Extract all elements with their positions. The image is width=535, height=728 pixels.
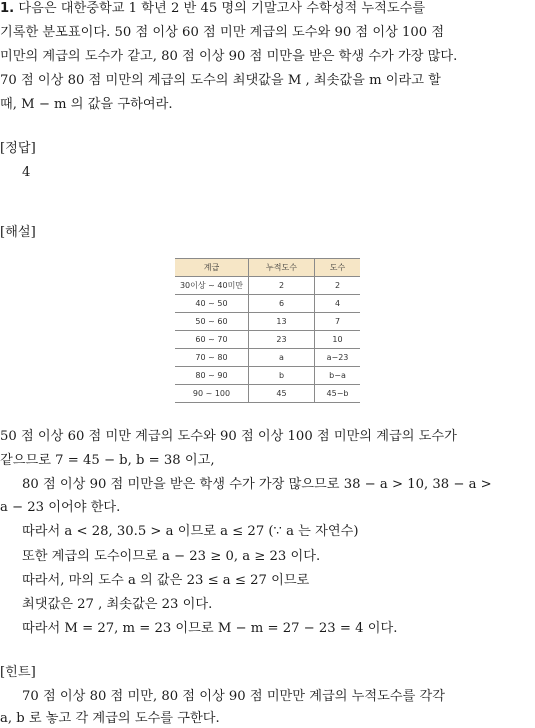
- explanation-line-5: 따라서 a < 28, 30.5 > a 이므로 a ≤ 27 (∵ a 는 자연수): [22, 524, 359, 539]
- table-row: [175, 277, 360, 295]
- frequency-cell: 10: [315, 331, 361, 349]
- frequency-cell: 4: [315, 295, 361, 313]
- table-row: [175, 349, 360, 367]
- answer-label: [정답]: [0, 141, 36, 156]
- hint-line-2: a, b 로 놓고 각 계급의 도수를 구한다.: [0, 711, 220, 726]
- explanation-line-8: 최댓값은 27 , 최솟값은 23 이다.: [22, 597, 213, 612]
- explanation-label: [해설]: [0, 225, 36, 240]
- header-cumulative: 누적도수: [249, 259, 315, 277]
- frequency-cell: 45−b: [315, 385, 361, 403]
- question-number: 1.: [0, 1, 15, 16]
- frequency-table: [175, 258, 360, 403]
- table-row: [175, 313, 360, 331]
- explanation-line-2: 같으므로 7 = 45 − b, b = 38 이고,: [0, 453, 215, 468]
- answer-value: 4: [22, 165, 31, 180]
- cumulative-cell: a: [249, 349, 315, 367]
- question-line-1: [0, 0, 425, 17]
- explanation-line-3: 80 점 이상 90 점 미만을 받은 학생 수가 가장 많으므로 38 − a > 10, 38 − a >: [22, 477, 492, 492]
- cumulative-cell: 6: [249, 295, 315, 313]
- hint-line-1: 70 점 이상 80 점 미만, 80 점 이상 90 점 미만만 계급의 누적도수를 각각: [22, 689, 445, 704]
- class-cell: 70 ~ 80: [175, 349, 249, 367]
- class-cell: 50 ~ 60: [175, 313, 249, 331]
- header-frequency: 도수: [315, 259, 361, 277]
- class-cell: 30이상 ~ 40미만: [175, 277, 249, 295]
- frequency-cell: a−23: [315, 349, 361, 367]
- cumulative-cell: 2: [249, 277, 315, 295]
- table-row: [175, 367, 360, 385]
- question-line-2: 기록한 분포표이다. 50 점 이상 60 점 미만 계급의 도수와 90 점 이상 100 점: [0, 25, 445, 40]
- question-line-4: 70 점 이상 80 점 미만의 계급의 도수의 최댓값을 M , 최솟값을 m 이라고 할: [0, 73, 441, 88]
- table-row: [175, 295, 360, 313]
- question-text: 다음은 대한중학교 1 학년 2 반 45 명의 기말고사 수학성적 누적도수를: [18, 1, 426, 16]
- cumulative-cell: 13: [249, 313, 315, 331]
- table-header-row: [175, 259, 360, 277]
- question-line-3: 미만의 계급의 도수가 같고, 80 점 이상 90 점 미만을 받은 학생 수가 가장 많다.: [0, 49, 458, 64]
- cumulative-cell: 23: [249, 331, 315, 349]
- frequency-cell: b−a: [315, 367, 361, 385]
- class-cell: 80 ~ 90: [175, 367, 249, 385]
- explanation-line-4: a − 23 이어야 한다.: [0, 500, 121, 515]
- explanation-line-6: 또한 계급의 도수이므로 a − 23 ≥ 0, a ≥ 23 이다.: [22, 549, 321, 564]
- table-row: [175, 385, 360, 403]
- explanation-line-1: 50 점 이상 60 점 미만 계급의 도수와 90 점 이상 100 점 미만의 계급의 도수가: [0, 429, 457, 444]
- frequency-cell: 7: [315, 313, 361, 331]
- class-cell: 40 ~ 50: [175, 295, 249, 313]
- question-line-5: 때, M − m 의 값을 구하여라.: [0, 97, 173, 112]
- explanation-line-9: 따라서 M = 27, m = 23 이므로 M − m = 27 − 23 = 4 이다.: [22, 621, 398, 636]
- cumulative-cell: b: [249, 367, 315, 385]
- hint-label: [힌트]: [0, 665, 36, 680]
- cumulative-cell: 45: [249, 385, 315, 403]
- class-cell: 60 ~ 70: [175, 331, 249, 349]
- table-row: [175, 331, 360, 349]
- class-cell: 90 ~ 100: [175, 385, 249, 403]
- header-class: 계급: [175, 259, 249, 277]
- frequency-cell: 2: [315, 277, 361, 295]
- explanation-line-7: 따라서, 마의 도수 a 의 값은 23 ≤ a ≤ 27 이므로: [22, 573, 310, 588]
